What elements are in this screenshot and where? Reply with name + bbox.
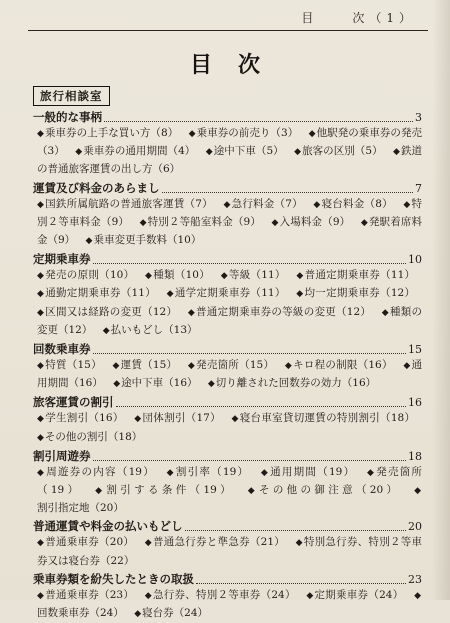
toc-entry [145,269,210,281]
diamond-bullet-icon: ◆ [37,467,46,478]
section-heading [33,519,422,534]
toc-entry [294,145,383,157]
diamond-bullet-icon: ◆ [247,486,258,497]
diamond-bullet-icon: ◆ [403,199,411,210]
toc-entry-text: 割引指定地（20） [37,502,124,515]
toc-entry [232,412,415,424]
section-title: 旅客運賃の割引 [33,395,114,410]
toc-entry [37,269,134,281]
toc-entry-text: 発駅着席料金（9） [37,215,423,247]
toc-entry-text: 普通定期乗車券の等級の変更（12） [196,305,372,318]
diamond-bullet-icon: ◆ [134,609,142,620]
diamond-bullet-icon: ◆ [414,590,422,601]
toc-entry [188,306,371,318]
section-heading [33,252,422,267]
diamond-bullet-icon: ◆ [296,271,304,282]
diamond-bullet-icon: ◆ [260,467,270,478]
diamond-bullet-icon: ◆ [144,590,152,601]
toc-entry [167,466,250,478]
dot-leader [162,192,414,193]
toc-entry-text: 発売箇所（15） [196,359,275,372]
section-title: 回数乗車券 [33,342,91,357]
toc-entry-text: 通学定期乗車券（11） [174,287,286,300]
diamond-bullet-icon: ◆ [205,147,213,158]
section-page-number: 3 [415,111,422,124]
section-title: 定期乗車券 [33,252,91,267]
toc-entry [37,536,134,548]
toc-entry-text: 急行券、特別２等車券（24） [152,588,296,601]
toc-entry-text: 種類の変更（12） [37,305,422,336]
diamond-bullet-icon: ◆ [102,325,110,336]
diamond-bullet-icon: ◆ [294,147,302,158]
toc-entry-text: 定期乗車券（24） [314,588,404,601]
toc-entry-text: その他の御注意（20） [258,484,401,497]
toc-entry-text: 運賃（15） [120,359,178,372]
page-edge-shadow [432,0,450,600]
diamond-bullet-icon: ◆ [37,307,45,318]
toc-entry-text: 通用期間（16） [37,359,423,390]
section-page-number: 15 [408,343,422,357]
toc-entry [313,198,392,210]
toc-entry-text: 急行料金（7） [231,197,303,210]
section-items [33,196,422,251]
toc-entry [188,359,274,371]
section-title: 普通運賃や料金の払いもどし [33,519,183,534]
section-heading [33,342,422,357]
toc-entry [306,589,403,601]
diamond-bullet-icon: ◆ [145,271,153,282]
diamond-bullet-icon: ◆ [295,538,303,549]
toc-entry-text: 普通乗車券（23） [45,588,135,601]
toc-entry-text: 区間又は経路の変更（12） [45,305,178,318]
section-title: 一般的な事柄 [33,110,102,124]
toc-entry-text: 途中下車（5） [213,145,284,158]
toc-entry [261,466,355,478]
section-items [33,534,422,569]
toc-entry-text: 乗車券の通用期間（4） [83,145,196,158]
diamond-bullet-icon: ◆ [366,467,376,478]
toc-entry-text: 鉄道の普通旅客運賃の出し方（6） [37,145,423,176]
diamond-bullet-icon: ◆ [37,199,45,210]
dot-leader [104,121,413,122]
toc-entry-text: 均一定期乗車券（12） [304,287,415,300]
toc-entry [37,198,213,210]
section-heading [33,395,422,410]
toc-entry [145,536,285,548]
diamond-bullet-icon: ◆ [223,199,231,210]
toc-entry-text: 他駅発の乗車券の発売（3） [37,127,423,158]
toc-entry [223,198,302,210]
diamond-bullet-icon: ◆ [37,361,45,372]
toc-entry [296,269,415,281]
table-of-contents [33,108,422,623]
toc-entry [145,589,296,601]
toc-entry [86,234,202,246]
diamond-bullet-icon: ◆ [188,129,196,139]
running-header: 目 次（1） [301,11,416,25]
toc-section [33,181,422,251]
diamond-bullet-icon: ◆ [139,217,147,228]
dot-leader [185,530,407,531]
toc-entry-text: 発売箇所（19） [37,465,422,497]
diamond-bullet-icon: ◆ [187,361,196,372]
diamond-bullet-icon: ◆ [113,379,121,390]
toc-entry-text: 入場料金（9） [279,215,351,228]
toc-entry [248,484,401,496]
toc-entry [206,145,284,157]
section-items [33,357,422,393]
toc-entry-text: 等級（11） [228,269,286,282]
diamond-bullet-icon: ◆ [403,361,411,372]
toc-entry [37,412,124,424]
header-rule [28,30,428,31]
toc-entry [134,607,208,619]
toc-entry-text: 学生割引（16） [45,412,124,425]
toc-entry [221,269,286,281]
section-heading [33,449,422,464]
section-title: 乗車券類を紛失したときの取扱 [33,571,194,586]
toc-entry-text: キロ程の制限（16） [293,359,393,372]
toc-entry [296,287,415,299]
diamond-bullet-icon: ◆ [95,486,106,497]
page-title: 目次 [189,52,286,78]
diamond-bullet-icon: ◆ [381,307,389,318]
diamond-bullet-icon: ◆ [75,147,83,158]
diamond-bullet-icon: ◆ [37,414,45,425]
toc-entry-text: 特質（15） [45,359,102,372]
diamond-bullet-icon: ◆ [166,467,175,478]
diamond-bullet-icon: ◆ [37,271,45,282]
toc-entry-text: 乗車券の上手な買い方（8） [44,127,179,139]
dot-leader [116,406,407,407]
dot-leader [93,263,407,264]
toc-entry [37,127,178,139]
diamond-bullet-icon: ◆ [37,129,44,139]
diamond-bullet-icon: ◆ [37,538,45,549]
toc-entry-text: 回数乗車券（24） [37,607,124,620]
toc-entry [37,431,142,443]
diamond-bullet-icon: ◆ [207,379,215,390]
diamond-bullet-icon: ◆ [37,289,45,300]
toc-entry [37,287,156,299]
section-page-number: 20 [408,520,422,534]
toc-entry [37,589,134,601]
toc-entry [37,466,155,478]
toc-entry-text: 通用期間（19） [270,465,356,478]
section-items [33,267,422,340]
section-items [33,587,422,623]
diamond-bullet-icon: ◆ [231,414,239,425]
diamond-bullet-icon: ◆ [313,199,321,210]
toc-entry-text: その他の割引（18） [44,430,143,443]
toc-entry [75,145,195,157]
diamond-bullet-icon: ◆ [187,307,196,318]
toc-entry [112,359,177,371]
toc-entry-text: 種類（10） [153,269,211,282]
toc-entry [167,287,286,299]
toc-entry [208,377,376,389]
toc-entry-text: 周遊券の内容（19） [46,465,155,478]
toc-entry-text: 払いもどし（13） [110,323,198,336]
toc-entry [189,127,299,139]
section-items [33,125,422,179]
diamond-bullet-icon: ◆ [220,271,228,282]
toc-entry-text: 発売の原則（10） [45,269,135,282]
toc-section [33,110,422,179]
diamond-bullet-icon: ◆ [37,590,45,601]
dot-leader [93,353,407,354]
section-title: 割引周遊券 [33,448,91,463]
toc-entry-text: 寝台料金（8） [321,197,393,210]
diamond-bullet-icon: ◆ [85,236,93,247]
toc-entry [134,412,221,424]
toc-entry-text: 割引率（19） [175,465,250,478]
toc-entry [272,216,351,228]
toc-entry-text: 特別急行券、特別２等車券又は寝台券（22） [37,536,422,567]
toc-section [33,449,422,518]
diamond-bullet-icon: ◆ [271,217,279,228]
section-heading [33,110,422,125]
toc-entry [140,216,261,228]
toc-entry-text: 寝台車室貸切運賃の特別割引（18） [239,412,415,425]
toc-entry-text: 割引する条件（19） [106,484,234,497]
diamond-bullet-icon: ◆ [393,147,400,158]
toc-section [33,342,422,393]
category-label: 旅行相談室 [33,86,110,106]
section-page-number: 23 [408,572,422,586]
toc-entry-text: 普通急行券と準急券（21） [152,536,286,549]
section-heading [33,572,422,587]
diamond-bullet-icon: ◆ [37,432,44,443]
section-page-number: 10 [408,253,422,267]
toc-section [33,252,422,340]
toc-section [33,395,422,446]
toc-section [33,519,422,569]
diamond-bullet-icon: ◆ [414,486,422,497]
toc-entry [37,359,102,371]
toc-entry [285,359,393,371]
diamond-bullet-icon: ◆ [296,289,304,300]
section-page-number: 7 [415,181,422,195]
diamond-bullet-icon: ◆ [306,590,314,601]
toc-entry-text: 途中下車（16） [121,377,198,390]
toc-entry-text: 特別２等車料金（9） [37,197,423,228]
toc-entry-text: 乗車変更手数料（10） [93,234,202,247]
diamond-bullet-icon: ◆ [134,414,142,425]
dot-leader [196,583,406,584]
toc-entry-text: 特別２等船室料金（9） [147,215,261,228]
diamond-bullet-icon: ◆ [166,289,174,300]
toc-entry-text: 普通定期乗車券（11） [304,269,416,282]
toc-entry [37,306,177,318]
diamond-bullet-icon: ◆ [144,538,152,549]
toc-entry [113,377,197,389]
section-page-number: 18 [408,449,422,463]
toc-entry-text: 国鉄所属航路の普通旅客運賃（7） [45,197,213,210]
section-items [33,410,422,446]
diamond-bullet-icon: ◆ [308,129,316,139]
toc-entry-text: 旅客の区別（5） [302,145,383,158]
dot-leader [93,460,407,461]
section-title: 運賃及び料金のあらまし [33,180,160,195]
toc-entry-text: 乗車券の前売り（3） [196,127,299,139]
diamond-bullet-icon: ◆ [284,361,293,372]
toc-section [33,572,422,623]
toc-entry-text: 通勤定期乗車券（11） [45,287,156,300]
diamond-bullet-icon: ◆ [112,361,120,372]
toc-entry-text: 寝台券（24） [142,607,209,620]
toc-entry [103,324,198,336]
toc-entry-text: 切り離された回数券の効力（16） [215,377,377,390]
section-items [33,464,422,518]
toc-entry-text: 普通乗車券（20） [45,536,135,549]
toc-entry [95,484,234,496]
section-heading [33,181,422,196]
diamond-bullet-icon: ◆ [360,217,368,228]
section-page-number: 16 [408,396,422,410]
toc-entry-text: 団体割引（17） [142,412,221,425]
